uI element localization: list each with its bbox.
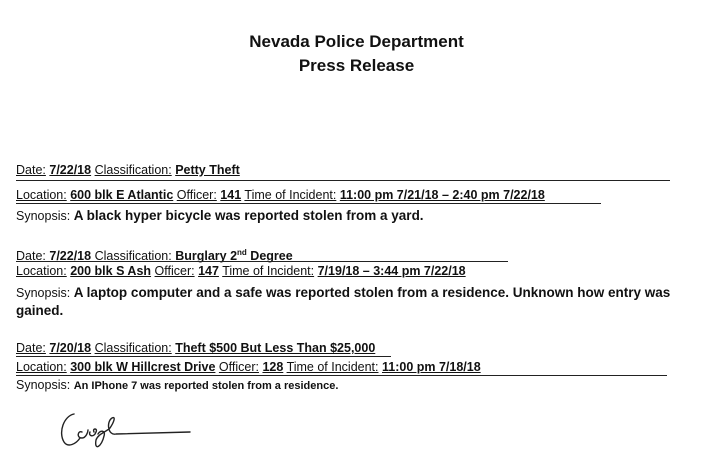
synopsis-label: Synopsis: [16,378,71,392]
report-1-location-line [16,188,545,203]
report-time-of-incident: 11:00 pm 7/18/18 [381,360,481,374]
report-synopsis: A laptop computer and a safe was reported stolen from a residence. Unknown how entry was gained. [16,285,671,318]
report-officer: 128 [262,360,284,374]
report-synopsis: A black hyper bicycle was reported stolen from a yard. [73,208,424,223]
synopsis-label: Synopsis: [16,209,71,223]
date-label: Date: [16,249,46,264]
officer-label: Officer: [218,360,259,374]
time-of-incident-label: Time of Incident: [286,360,379,374]
report-location: 300 blk W Hillcrest Drive [70,360,216,374]
divider-line [16,180,670,181]
report-3-synopsis-line [16,378,338,394]
report-officer: 147 [198,264,219,278]
synopsis-label: Synopsis: [16,286,71,300]
report-2-synopsis-line [16,284,676,320]
classification-label: Classification: [94,341,172,355]
date-label: Date: [16,341,46,355]
report-location: 200 blk S Ash [70,264,152,278]
divider-line [16,261,508,262]
date-label: Date: [16,163,46,177]
report-classification: Petty Theft [175,163,240,177]
location-label: Location: [16,264,67,278]
report-3-date-line [16,341,375,356]
report-3-location-line [16,360,481,375]
report-date: 7/22/18 [49,249,92,264]
report-classification: Theft $500 But Less Than $25,000 [175,341,376,355]
report-1-date-line [16,163,240,178]
report-time-of-incident: 7/19/18 – 3:44 pm 7/22/18 [317,264,466,278]
report-1-synopsis-line [16,208,424,224]
classification-label: Classification: [94,163,172,177]
divider-line [16,375,667,376]
classification-label: Classification: [94,249,172,264]
press-release-title: Press Release [298,56,415,75]
officer-label: Officer: [176,188,217,202]
report-synopsis: An IPhone 7 was reported stolen from a residence. [73,380,339,392]
document-header [0,30,713,78]
divider-line [16,203,601,204]
report-location: 600 blk E Atlantic [70,188,174,202]
department-title: Nevada Police Department [249,32,464,51]
time-of-incident-label: Time of Incident: [222,264,315,278]
divider-line [16,356,391,357]
report-2-location-line [16,264,466,279]
report-date: 7/22/18 [49,163,92,177]
handwritten-signature [52,402,192,452]
report-time-of-incident: 11:00 pm 7/21/18 – 2:40 pm 7/22/18 [339,188,545,202]
location-label: Location: [16,188,67,202]
location-label: Location: [16,360,67,374]
report-officer: 141 [220,188,242,202]
report-classification: Burglary 2nd Degree [175,248,293,264]
officer-label: Officer: [154,264,195,278]
report-date: 7/20/18 [49,341,92,355]
time-of-incident-label: Time of Incident: [244,188,337,202]
